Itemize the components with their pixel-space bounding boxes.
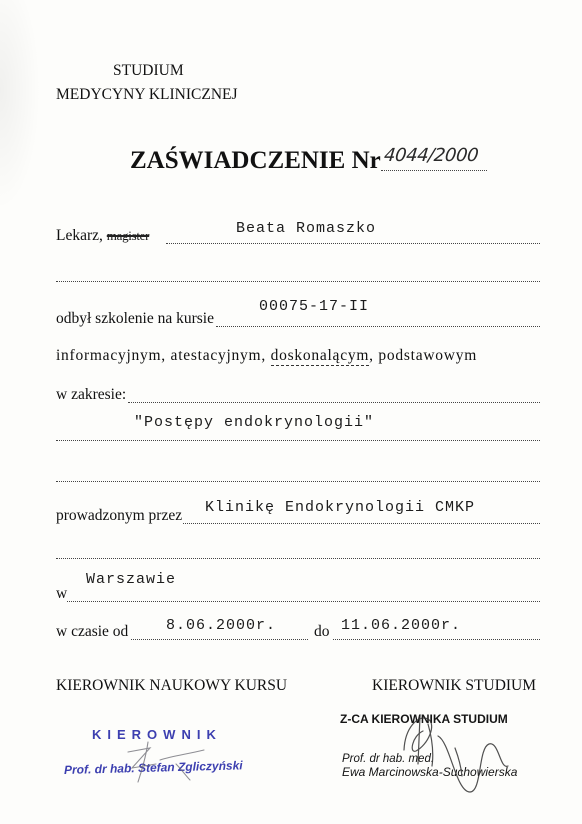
dotted-line [56, 281, 540, 282]
dotted-line [183, 523, 540, 524]
course-types-before: informacyjnym, atestacyjnym, [56, 347, 271, 364]
course-types-line [56, 347, 477, 365]
dotted-line [56, 440, 540, 441]
right-stamp-degree: Prof. dr hab. med. [342, 753, 435, 765]
doctor-name: Beata Romaszko [236, 220, 377, 237]
left-stamp-role: KIEROWNIK [92, 727, 222, 742]
left-stamp-name: Prof. dr hab. Stefan Zgliczyński [63, 758, 243, 777]
period-from-label: w czasie od [56, 623, 129, 640]
certificate-title: ZAŚWIADCZENIE Nr [130, 147, 381, 174]
doctor-line [56, 227, 149, 245]
right-signature-title: KIEROWNIK STUDIUM [372, 677, 537, 694]
dotted-line [381, 170, 487, 171]
institution-line-1: STUDIUM [113, 62, 184, 79]
course-number: 00075-17-II [259, 298, 370, 315]
dotted-line [166, 243, 540, 244]
struck-title: magister [106, 228, 150, 243]
dotted-line [216, 326, 540, 327]
dotted-line [128, 402, 540, 403]
dotted-line [131, 639, 308, 640]
scope-label: w zakresie: [56, 386, 127, 403]
dotted-line [56, 558, 540, 559]
course-type-marked: doskonalącym [270, 347, 370, 364]
place-value: Warszawie [86, 571, 177, 588]
doctor-label: Lekarz, [56, 227, 103, 244]
course-label: odbył szkolenie na kursie [56, 310, 214, 327]
conducted-by-value: Klinikę Endokrynologii CMKP [205, 499, 476, 516]
place-label: w [56, 585, 68, 602]
left-signature-title: KIEROWNIK NAUKOWY KURSU [56, 677, 288, 694]
certificate-number: 4044/2000 [382, 145, 480, 166]
institution-line-2: MEDYCYNY KLINICZNEJ [56, 86, 238, 103]
period-to-label: do [314, 623, 330, 640]
dotted-line [333, 639, 540, 640]
right-stamp-role: Z-CA KIEROWNIKA STUDIUM [340, 712, 508, 726]
period-to-date: 11.06.2000r. [341, 617, 462, 634]
period-from-date: 8.06.2000r. [166, 617, 277, 634]
dotted-line [56, 481, 540, 482]
dotted-line [67, 601, 540, 602]
conducted-by-label: prowadzonym przez [56, 507, 183, 524]
course-types-after: , podstawowym [369, 347, 478, 364]
scope-value: "Postępy endokrynologii" [134, 414, 375, 431]
right-stamp-name: Ewa Marcinowska-Suchowierska [342, 765, 518, 779]
